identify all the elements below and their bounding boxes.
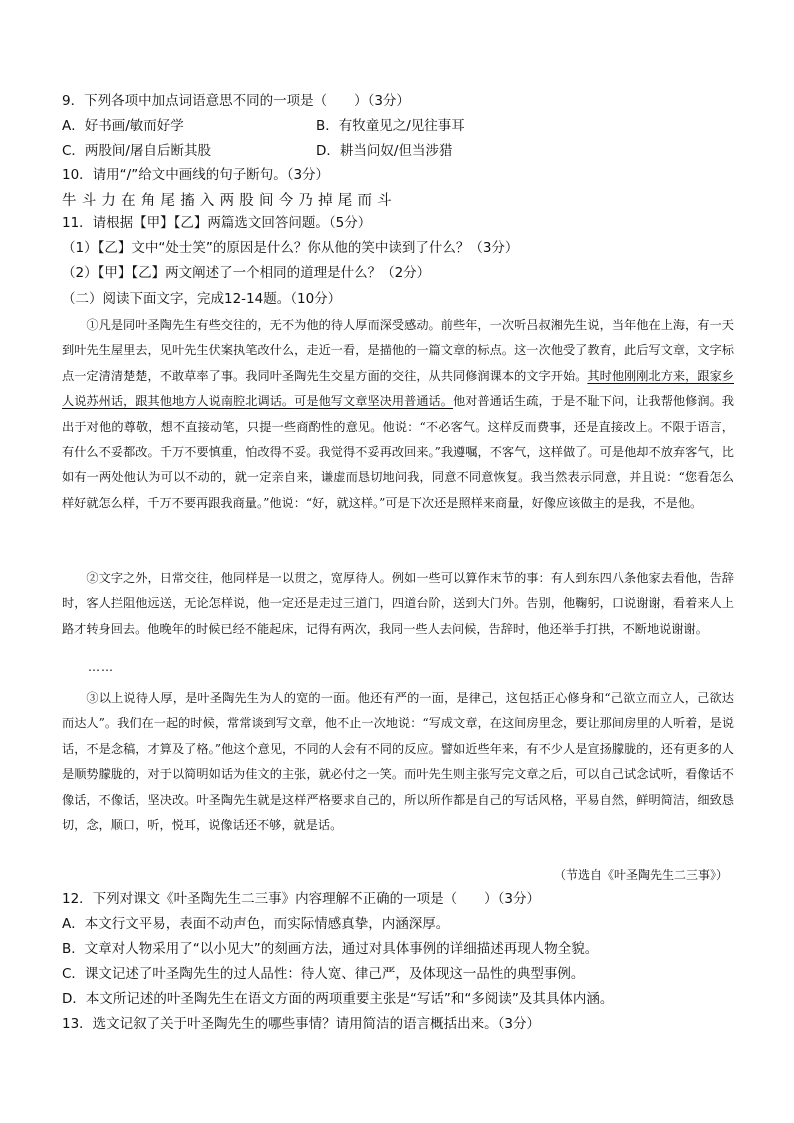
question-12-stem: 12．下列对课文《叶圣陶先生二三事》内容理解不正确的一项是（ ）（3分） [62,891,541,907]
question-9-option-b: B．有牧童见之/见往事耳 [316,118,465,134]
passage-paragraph-2: ②文字之外，日常交往，他同样是一以贯之，宽厚待人。例如一些可以算作末节的事：有人到东四八条他家去看他，告辞时，客人拦阻他远送，无论怎样说，他一定还是走过三道门，四道台阶，送到大门外。告别，他鞠躬，口说谢谢，看着来人上路才转身回去。他晚年的时候已经不能起床，记得有两次，我同一些人去问候，告辞时，他还举手打拱，不断地说谢谢。 [62,571,734,636]
question-11-stem: 11．请根据【甲】【乙】两篇选文回答问题。（5分） [62,215,372,231]
question-9-stem: 9．下列各项中加点词语意思不同的一项是（ ）（3分） [62,93,410,109]
passage-paragraph-1: ①凡是同叶圣陶先生有些交往的，无不为他的待人厚而深受感动。前些年，一次听吕叔湘先生说，当年他在上海，有一天到叶先生屋里去，见叶先生伏案执笔改什么，走近一看，是描他的一篇文章的标点。这一次他受了教育，此后写文章，文字标点一定清清楚楚，不敢草率了事。我同叶圣陶先生交星方面的交往，从共同修润课本的文字开始。其时他刚刚北方来，跟家乡人说苏州话，跟其他地方人说南腔北调话。可是他写文章坚决用普通话。他对普通话生疏，于是不耻下问，让我帮他修润。我出于对他的尊敬，想不直接动笔，只提一些商酌性的意见。他说：“不必客气。这样反而费事，还是直接改上。不限于语言，有什么不妥都改。千万不要慎重，怕改得不妥。我觉得不妥再改回来。”我遵嘱，不客气，这样做了。可是他却不放弃客气，比如有一两处他认为可以不动的，就一定亲自来，谦虚而恳切地问我，同意不同意恢复。我当然表示同意，并且说：“您看怎么样好就怎么样，千万不要再跟我商量。”他说：“好，就这样。”可是下次还是照样来商量，好像应该做主的是我，不是他。 [62,318,734,510]
question-10-sentence: 牛斗力在角尾搐入两股间今乃掉尾而斗 [62,193,397,209]
question-13-stem: 13．选文记叙了关于叶圣陶先生的哪些事情？请用简洁的语言概括出来。（3分） [62,1016,541,1032]
question-9-option-c: C．两股间/屠自后断其股 [62,143,211,159]
question-12-option-b: B．文章对人物采用了“以小见大”的刻画方法，通过对具体事例的详细描述再现人物全貌。 [62,941,599,957]
underlined-sentence-1: 其时他刚刚北方来，跟家乡人说苏州话，跟其他地方人说南腔北调话。 [62,368,734,409]
question-12-option-c: C．课文记述了叶圣陶先生的过人品性：待人宽、律己严，及体现这一品性的典型事例。 [62,966,585,982]
question-9-option-d: D．耕当问奴/但当涉猎 [316,143,453,159]
question-9-option-a: A．好书画/敏而好学 [62,118,184,134]
passage-paragraph-3: ③以上说待人厚，是叶圣陶先生为人的宽的一面。他还有严的一面，是律己，这包括正心修身和“己欲立而立人，己欲达而达人”。我们在一起的时候，常常谈到写文章，他不止一次地说：“写成文章，在这间房里念，要让那间房里的人听着，是说话，不是念稿，才算及了格。”他这个意见，不同的人会有不同的反应。譬如近些年来，有不少人是宣扬朦胧的，还有更多的人是顺势朦胧的，对于以简明如话为佳文的主张，就必付之一笑。而叶先生则主张写完文章之后，可以自己试念试听，看像话不像话，不像话，坚决改。叶圣陶先生就是这样严格要求自己的，所以所作都是自己的写话风格，平易自然，鲜明简洁，细致恳切，念，顺口，听，悦耳，说像话还不够，就是话。 [62,691,734,833]
question-12-option-a: A．本文行文平易，表面不动声色，而实际情感真挚，内涵深厚。 [62,916,450,932]
question-11-sub-1: （1）【乙】文中“处士笑”的原因是什么？你从他的笑中读到了什么？（3分） [62,240,519,256]
passage-source: （节选自《叶圣陶先生二三事》） [553,868,728,882]
question-10-stem: 10．请用“/”给文中画线的句子断句。（3分） [62,167,330,183]
question-12-option-d: D．本文所记述的叶圣陶先生在语文方面的两项重要主张是“写话”和“多阅读”及其具体内涵。 [62,991,614,1007]
underlined-sentence-2: 可是他写文章坚决用普通话。 [294,394,453,409]
question-11-sub-2: （2）【甲】【乙】两文阐述了一个相同的道理是什么？（2分） [62,265,431,281]
passage-ellipsis: …… [88,660,114,674]
section-2-heading: （二）阅读下面文字，完成12-14题。（10分） [62,291,342,307]
